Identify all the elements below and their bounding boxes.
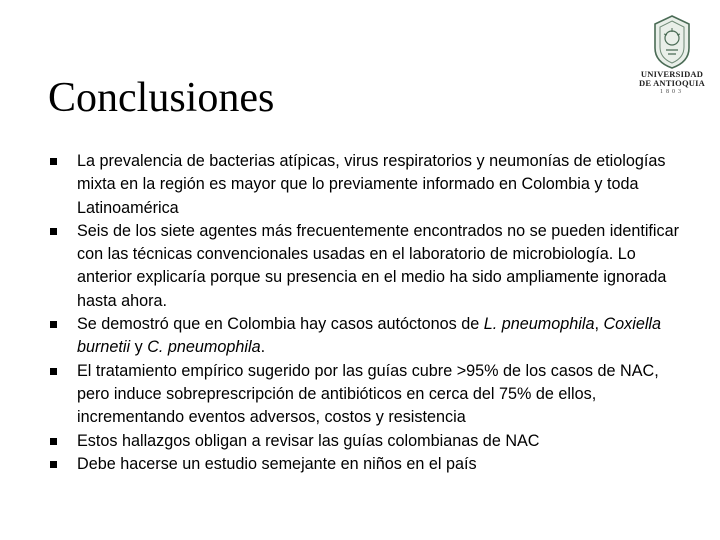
- species-name: L. pneumophila: [483, 315, 595, 334]
- species-name: Coxiella burnetii: [77, 315, 662, 357]
- bullet-text: Se demostró que en Colombia hay casos autóctonos de: [77, 315, 484, 334]
- bullet-text: Debe hacerse un estudio semejante en niños en el país: [77, 454, 477, 473]
- list-item: [48, 150, 688, 220]
- logo-line-3: 1803: [660, 89, 684, 95]
- bullet-square-icon: [50, 438, 57, 445]
- bullet-square-icon: [50, 158, 57, 165]
- bullet-text: Estos hallazgos obligan a revisar las guías colombianas de NAC: [77, 431, 540, 450]
- bullet-square-icon: [50, 461, 57, 468]
- bullet-text: Seis de los siete agentes más frecuentemente encontrados no se pueden identificar con las técnicas convencionales usadas en el laboratorio de microbiología. Lo anterior explicaría porque su presencia en el medio ha sido ampliamente ignorada hasta ahora.: [77, 221, 680, 310]
- list-item: [48, 220, 688, 313]
- bullet-text: ,: [594, 315, 604, 334]
- bullet-text: y: [130, 338, 148, 357]
- logo-line-1: UNIVERSIDAD: [640, 69, 704, 79]
- list-item: [48, 430, 688, 453]
- university-seal-icon: [649, 14, 695, 70]
- bullet-square-icon: [50, 368, 57, 375]
- slide-title: Conclusiones: [48, 75, 275, 121]
- bullet-text: .: [260, 338, 266, 357]
- species-name: C. pneumophila: [147, 338, 261, 357]
- bullet-square-icon: [50, 321, 57, 328]
- bullet-text: La prevalencia de bacterias atípicas, virus respiratorios y neumonías de etiologías mixta en la región es mayor que lo previamente informado en Colombia y toda Latinoamérica: [77, 152, 666, 217]
- university-logo: [636, 14, 708, 106]
- list-item: [48, 313, 688, 360]
- bullet-text: El tratamiento empírico sugerido por las guías cubre >95% de los casos de NAC, pero induce sobreprescripción de antibióticos en cerca del 75% de ellos, incrementando eventos adversos, costos y resistencia: [77, 361, 659, 427]
- bullet-square-icon: [50, 228, 57, 235]
- list-item: [48, 360, 688, 430]
- logo-line-2: DE ANTIOQUIA: [639, 78, 705, 88]
- list-item: [48, 453, 688, 476]
- conclusions-list: [48, 150, 688, 476]
